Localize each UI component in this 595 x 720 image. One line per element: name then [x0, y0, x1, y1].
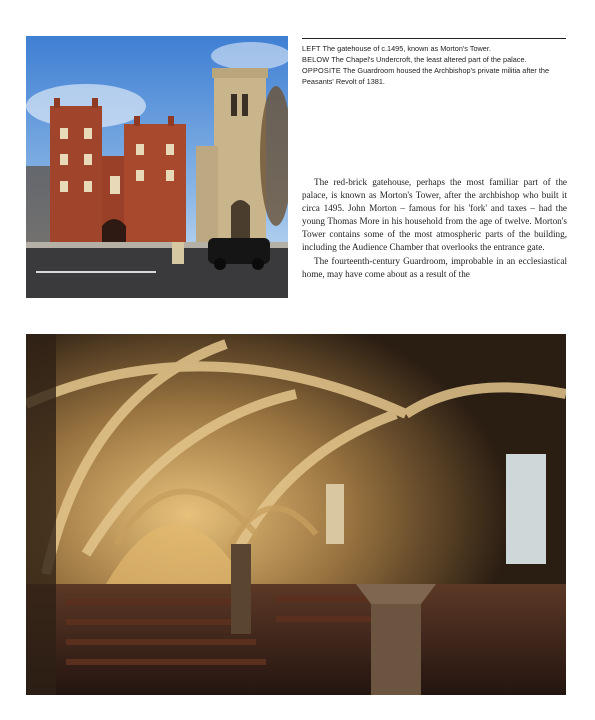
caption-left-text: The gatehouse of c.1495, known as Morton's Tower.: [322, 44, 491, 53]
gatehouse-photo: [26, 36, 288, 298]
caption-rule: [302, 38, 566, 39]
gatehouse-illustration: [26, 36, 288, 298]
undercroft-illustration: [26, 334, 566, 695]
body-text: [302, 176, 567, 281]
undercroft-photo: [26, 334, 566, 695]
caption-left: [302, 43, 568, 54]
caption-left-label: LEFT: [302, 44, 321, 53]
caption-below: [302, 54, 568, 65]
photo-captions: [302, 43, 568, 87]
caption-below-text: The Chapel's Undercroft, the least altered part of the palace.: [331, 55, 527, 64]
caption-opposite-label: OPPOSITE: [302, 66, 341, 75]
caption-opposite-text: The Guardroom housed the Archbishop's private militia after the Peasants' Revolt of 1381.: [302, 66, 550, 86]
paragraph-2: The fourteenth-century Guardroom, improbable in an ecclesiastical home, may have come about as a result of the: [302, 255, 567, 279]
caption-below-label: BELOW: [302, 55, 330, 64]
caption-opposite: [302, 65, 568, 87]
paragraph-1: The red-brick gatehouse, perhaps the most familiar part of the palace, is known as Morton's Tower, after the archbishop who built it circa 1495. John Morton – famous for his 'fork' and taxes – had the young Thomas More in his household from the age of twelve. Morton's Tower contains some of the most atmospheric parts of the building, including the Audience Chamber that overlooks the entrance gate.: [302, 177, 567, 253]
